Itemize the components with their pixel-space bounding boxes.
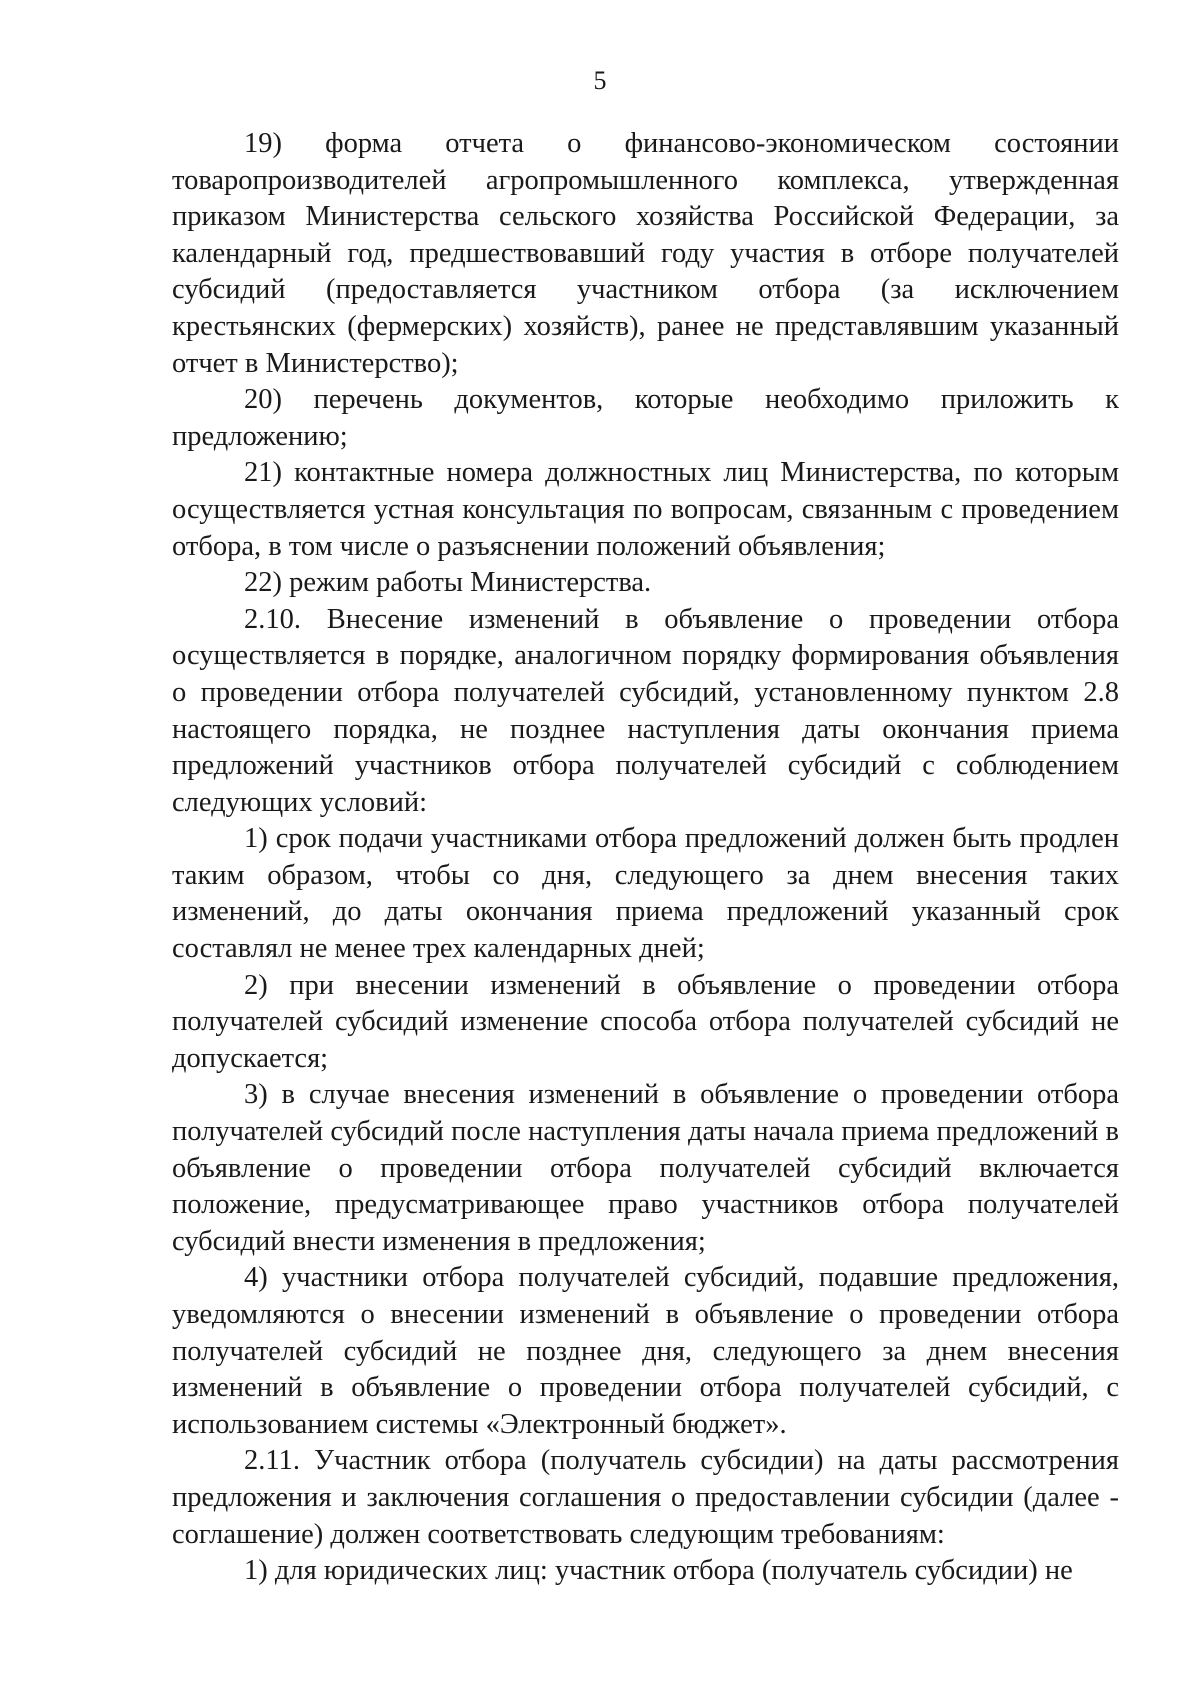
paragraph-item-19: 19) форма отчета о финансово-экономическом состоянии товаропроизводителей агропромышленного комплекса, утвержденная приказом Министерства сельского хозяйства Российской Федерации, за календарный год, предшествовавший году участия в отборе получателей субсидий (предоставляется участником отбора (за исключением крестьянских (фермерских) хозяйств), ранее не представлявшим указанный отчет в Министерство);	[172, 128, 1119, 379]
paragraph-section-2-10: 2.10. Внесение изменений в объявление о проведении отбора осуществляется в порядке, аналогичном порядку формирования объявления о проведении отбора получателей субсидий, установленному пунктом 2.8 настоящего порядка, не позднее наступления даты окончания приема предложений участников отбора получателей субсидий с соблюдением следующих условий:	[172, 603, 1119, 818]
paragraph-condition-4: 4) участники отбора получателей субсидий, подавшие предложения, уведомляются о внесении изменений в объявление о проведении отбора получателей субсидий не позднее дня, следующего за днем внесения изменений в объявление о проведении отбора получателей субсидий, с использованием системы «Электронный бюджет».	[172, 1262, 1119, 1440]
paragraph-condition-2: 2) при внесении изменений в объявление о проведении отбора получателей субсидий изменение способа отбора получателей субсидий не допускается;	[172, 969, 1119, 1074]
document-body	[172, 126, 1119, 1590]
paragraph-item-21: 21) контактные номера должностных лиц Министерства, по которым осуществляется устная консультация по вопросам, связанным с проведением отбора, в том числе о разъяснении положений объявления;	[172, 457, 1119, 562]
paragraph-condition-3: 3) в случае внесения изменений в объявление о проведении отбора получателей субсидий после наступления даты начала приема предложений в объявление о проведении отбора получателей субсидий включается положение, предусматривающее право участников отбора получателей субсидий внести изменения в предложения;	[172, 1079, 1119, 1257]
paragraph-requirement-1: 1) для юридических лиц: участник отбора (получатель субсидии) не	[244, 1555, 1073, 1587]
paragraph-section-2-11: 2.11. Участник отбора (получатель субсидии) на даты рассмотрения предложения и заключения соглашения о предоставлении субсидии (далее - соглашение) должен соответствовать следующим требованиям:	[172, 1445, 1119, 1550]
paragraph-item-22: 22) режим работы Министерства.	[244, 567, 652, 599]
paragraph-item-20: 20) перечень документов, которые необходимо приложить к предложению;	[172, 384, 1119, 452]
page-number: 5	[593, 66, 607, 95]
paragraph-condition-1: 1) срок подачи участниками отбора предложений должен быть продлен таким образом, чтобы со дня, следующего за днем внесения таких изменений, до даты окончания приема предложений указанный срок составлял не менее трех календарных дней;	[172, 823, 1119, 965]
